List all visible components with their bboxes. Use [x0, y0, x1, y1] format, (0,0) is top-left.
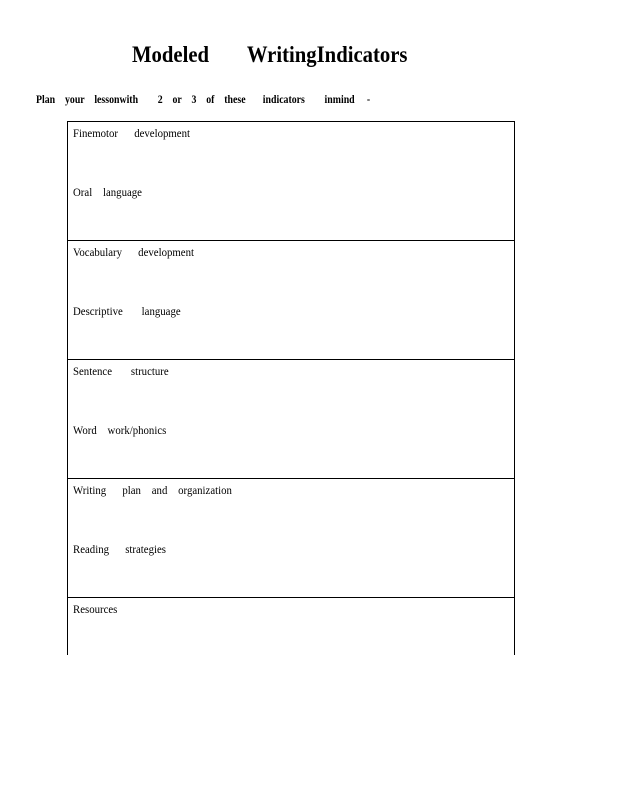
title-word-2: WritingIndicators	[246, 42, 408, 67]
table-row	[68, 122, 514, 241]
indicator-label: Descriptive language	[73, 304, 181, 318]
table-row	[68, 241, 514, 360]
indicator-label: Oral language	[73, 185, 142, 199]
table-row	[68, 360, 514, 479]
page-title	[132, 42, 407, 68]
indicator-label: Writing plan and organization	[73, 483, 232, 497]
table-row	[68, 479, 514, 598]
indicator-label: Reading strategies	[73, 542, 166, 556]
indicator-label: Sentence structure	[73, 364, 169, 378]
indicator-label: Finemotor development	[73, 126, 190, 140]
indicator-label: Vocabulary development	[73, 245, 194, 259]
indicators-table	[67, 121, 515, 655]
indicator-label: Word work/phonics	[73, 423, 167, 437]
title-word-1: Modeled	[132, 42, 210, 67]
table-row	[68, 598, 514, 655]
resources-label: Resources	[73, 602, 118, 616]
instruction-text: Plan your lessonwith 2 or 3 of these indicators inmind -	[36, 92, 371, 106]
